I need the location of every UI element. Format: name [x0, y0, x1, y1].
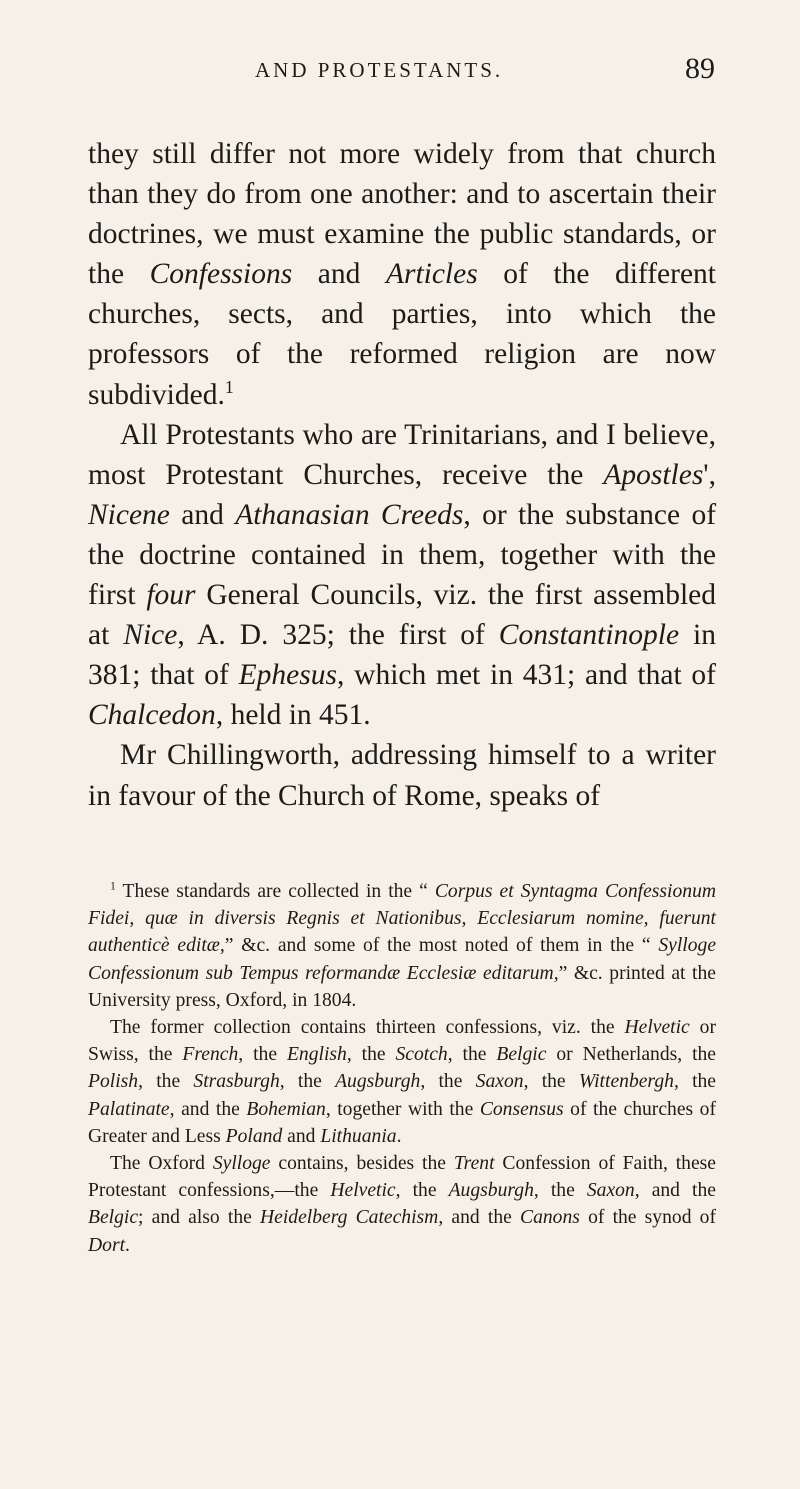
page-header	[255, 52, 715, 85]
paragraph-2: All Protestants who are Trinitarians, and I believe, most Protestant Churches, receive the Apostles', Nicene and Athanasian Creeds, or the substance of the doctrine contained in them, together with the first four General Councils, viz. the first assembled at Nice, A. D. 325; the first of Constantinople in 381; that of Ephesus, which met in 431; and that of Chalcedon, held in 451.	[88, 418, 717, 732]
running-title: AND PROTESTANTS.	[255, 58, 504, 82]
page-number: 89	[685, 52, 715, 85]
footnote-paragraph-3: The Oxford Sylloge contains, besides the Trent Confession of Faith, these Protestant confessions,—the Helvetic, the Augsburgh, the Saxon, and the Belgic; and also the Heidelberg Catechism, and the Canons of the synod of Dort.	[88, 1153, 716, 1256]
footnote-ref: 1	[224, 376, 234, 397]
footnote-marker: 1	[110, 879, 116, 893]
main-text	[88, 134, 716, 816]
paragraph-1: they still differ not more widely from that church than they do from one another: and to ascertain their doctrines, we must examine the public standards, or the Confessions and Articles of the different churches, sects, and parties, into which the professors of the reformed religion are now subdivided.$^1$	[88, 138, 717, 411]
footnote-1: $^1$ These standards are collected in the “ Corpus et Syntagma Confessionum Fidei, quæ in diversis Regnis et Nationibus, Ecclesiarum nomine, fuerunt authenticè editæ,” &c. and some of the most noted of them in the “ Sylloge Confessionum sub Tempus reformandæ Ecclesiæ editarum,” &c. printed at the University press, Oxford, in 1804.	[88, 879, 717, 1011]
paragraph-3: Mr Chillingworth, addressing himself to a writer in favour of the Church of Rome, speaks of	[88, 739, 716, 812]
footnote-paragraph-2: The former collection contains thirteen confessions, viz. the Helvetic or Swiss, the French, the English, the Scotch, the Belgic or Netherlands, the Polish, the Strasburgh, the Augsburgh, the Saxon, the Wittenbergh, the Palatinate, and the Bohemian, together with the Consensus of the churches of Greater and Less Poland and Lithuania.	[88, 1017, 717, 1147]
footnotes	[88, 878, 716, 1259]
